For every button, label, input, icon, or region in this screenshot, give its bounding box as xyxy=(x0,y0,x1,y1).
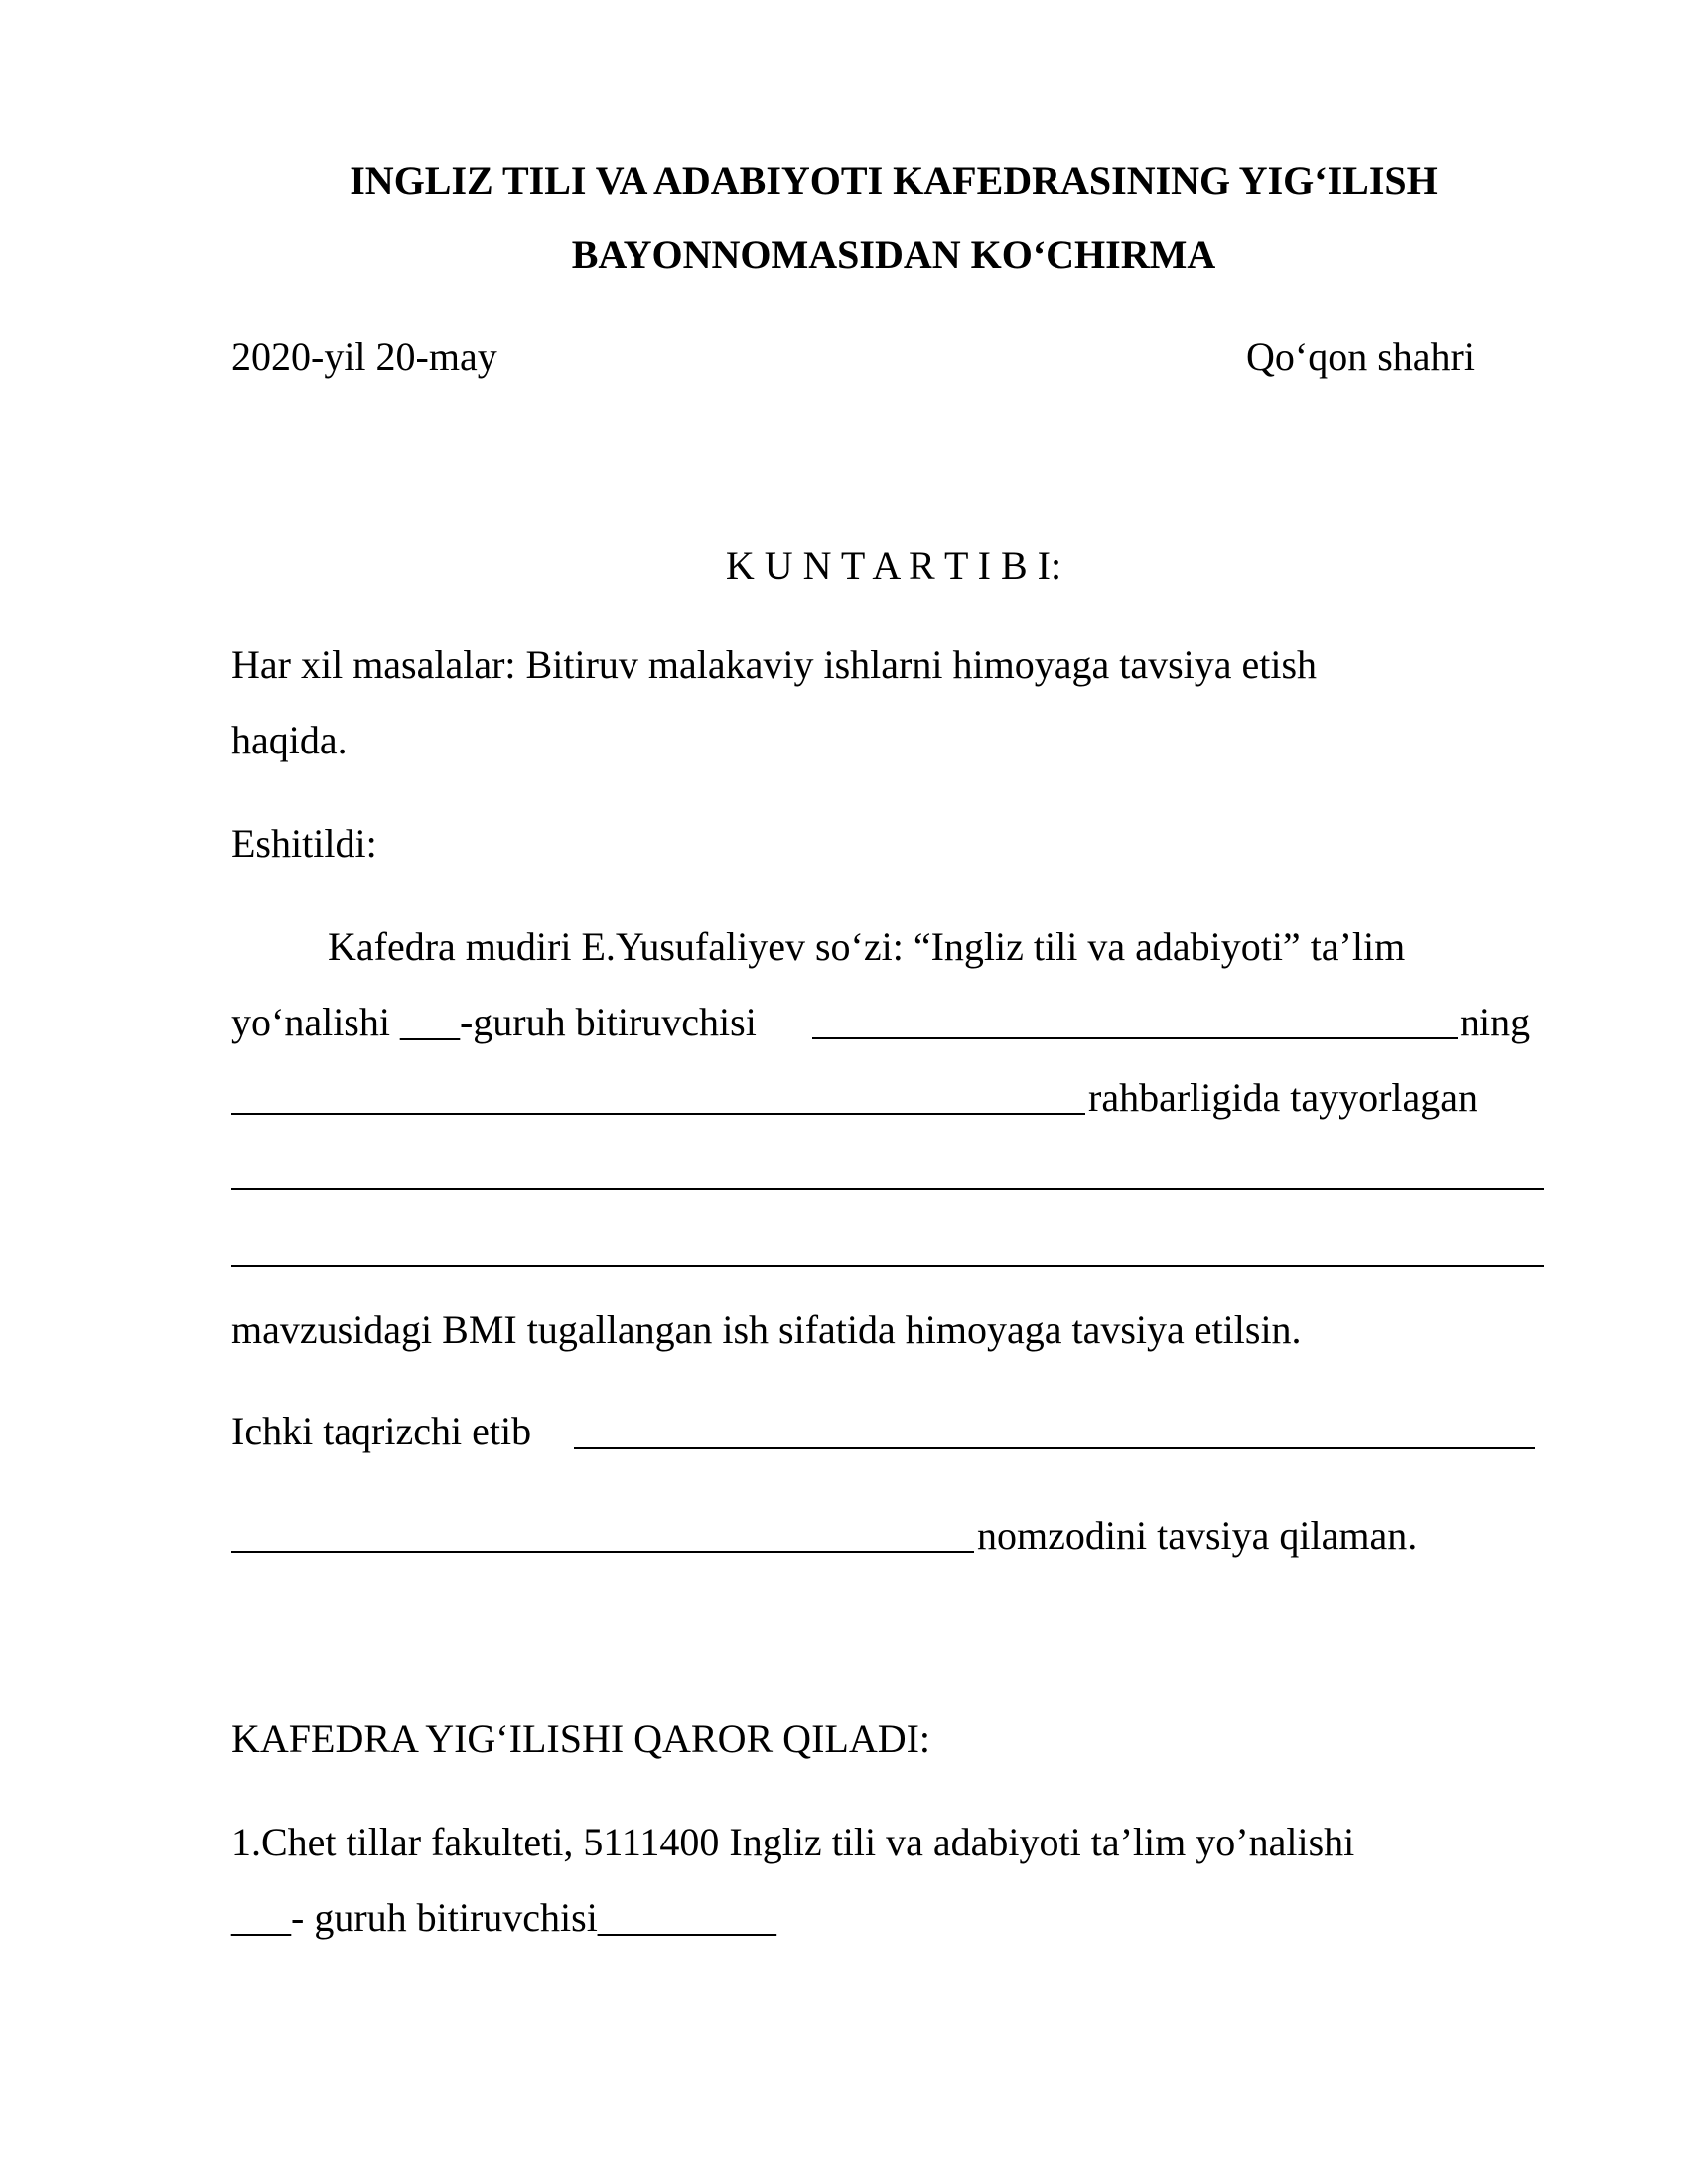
agenda-line-2: haqida. xyxy=(231,718,348,762)
heard-line-1: Kafedra mudiri E.Yusufaliyev so‘zi: “Ingliz tili va adabiyoti” ta’lim xyxy=(328,924,1406,969)
reviewer-blank-2 xyxy=(231,1551,974,1553)
graduate-name-blank xyxy=(812,1037,1458,1039)
topic-blank-2 xyxy=(231,1265,1544,1267)
supervisor-name-blank xyxy=(231,1113,1085,1115)
heard-line-3-end: rahbarligida tayyorlagan xyxy=(1088,1075,1478,1120)
reviewer-line-end: nomzodini tavsiya qilaman. xyxy=(977,1513,1418,1558)
place: Qo‘qon shahri xyxy=(1246,335,1475,379)
title-line-2: BAYONNOMASIDAN KO‘CHIRMA xyxy=(571,232,1216,277)
decision-heading: KAFEDRA YIG‘ILISHI QAROR QILADI: xyxy=(231,1716,931,1761)
agenda-line-1: Har xil masalalar: Bitiruv malakaviy ishlarni himoyaga tavsiya etish xyxy=(231,642,1318,687)
heard-line-2-end: ning xyxy=(1460,1000,1531,1044)
agenda-heading: K U N T A R T I B I: xyxy=(725,543,1062,588)
decision-item-1-line-1: 1.Chet tillar fakulteti, 5111400 Ingliz tili va adabiyoti ta’lim yo’nalishi xyxy=(231,1820,1355,1864)
reviewer-blank-1 xyxy=(574,1447,1535,1449)
decision-item-1-line-2: ___- guruh bitiruvchisi_________ xyxy=(231,1895,776,1940)
title-line-1: INGLIZ TILI VA ADABIYOTI KAFEDRASINING YIG‘ILISH xyxy=(350,158,1438,203)
topic-blank-1 xyxy=(231,1188,1544,1190)
reviewer-line-start: Ichki taqrizchi etib xyxy=(231,1409,532,1453)
heard-label: Eshitildi: xyxy=(231,821,377,866)
heard-line-2-start: yo‘nalishi ___-guruh bitiruvchisi xyxy=(231,1000,757,1044)
date: 2020-yil 20-may xyxy=(231,335,497,379)
heard-line-6: mavzusidagi BMI tugallangan ish sifatida himoyaga tavsiya etilsin. xyxy=(231,1307,1302,1352)
